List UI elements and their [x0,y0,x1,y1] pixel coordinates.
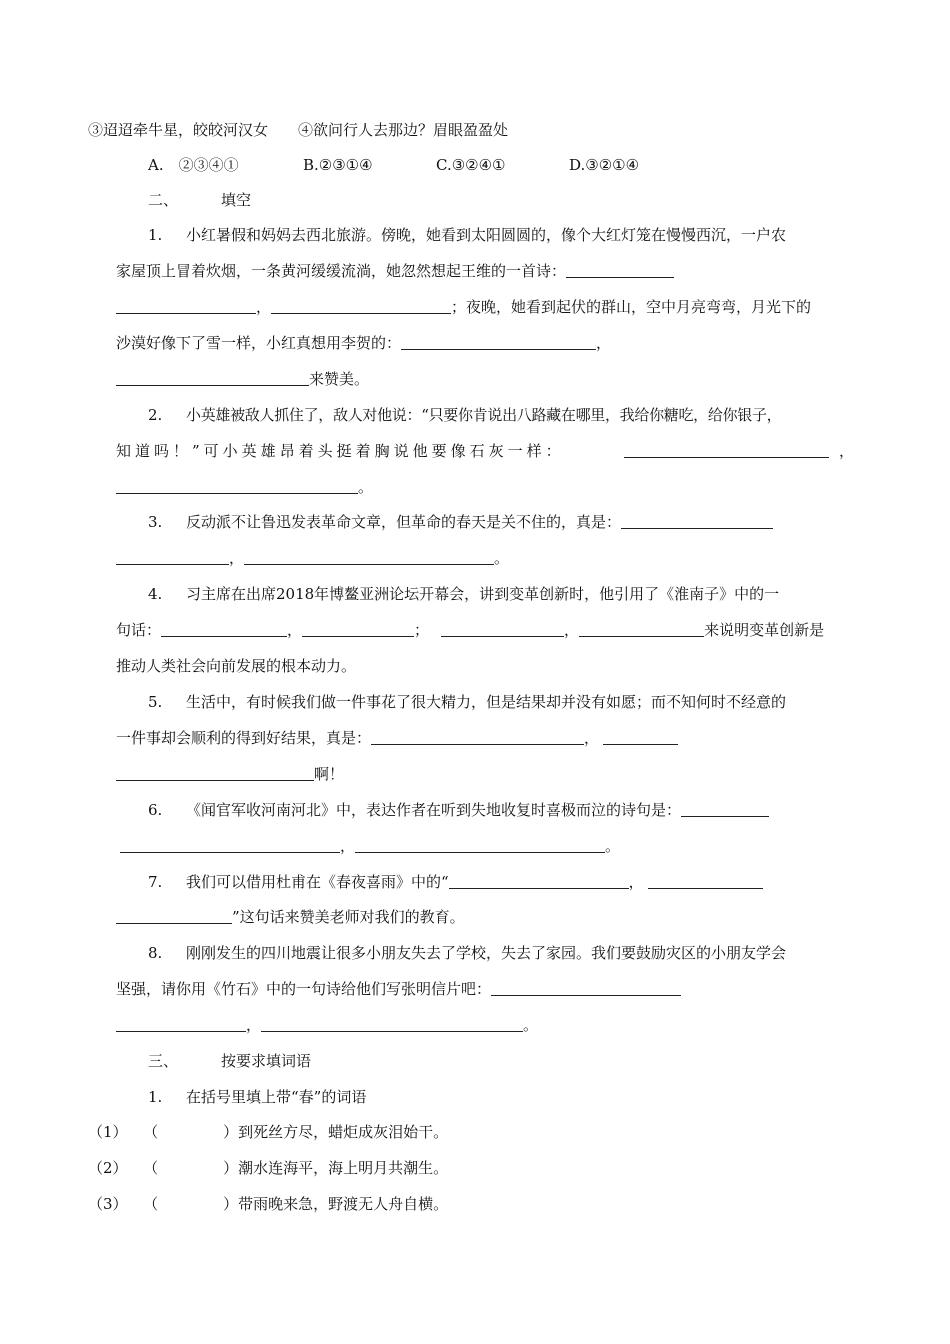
section-3-number: 三、 [148,1052,179,1070]
answer-blank[interactable] [579,621,704,637]
q3-line1: 反动派不让鲁迅发表革命文章，但革命的春天是关不住的，真是： [186,512,773,532]
answer-blank[interactable] [681,801,769,817]
q5-line1: 生活中，有时候我们做一件事花了很大精力，但是结果却并没有如愿；而不知何时不经意的 [186,693,787,711]
item-number: （3） [88,1195,128,1213]
q7-line2: ”这句话来赞美老师对我们的教育。 [116,907,465,927]
q5-line2: 一件事却会顺利的得到好结果，真是： ， [116,728,678,748]
answer-blank[interactable] [302,621,414,637]
q1-line3: ， ；夜晚，她看到起伏的群山，空中月亮弯弯，月光下的 [116,297,811,317]
answer-blank[interactable] [120,837,340,853]
answer-blank[interactable] [566,262,674,278]
option-d: D.③②①④ [569,156,640,174]
section-2-number: 二、 [148,191,179,209]
answer-blank[interactable] [116,765,314,781]
q1-line5: 来赞美。 [116,369,369,389]
q1-line1: 小红暑假和妈妈去西北旅游。傍晚，她看到太阳圆圆的，像个大红灯笼在慢慢西沉，一户农 [186,226,787,244]
answer-blank[interactable] [491,980,681,996]
poem-options-line: ③迢迢牵牛星，皎皎河汉女 ④欲问行人去那边？眉眼盈盈处 [88,121,509,139]
s3-q1-text: 在括号里填上带“春”的词语 [186,1088,367,1106]
q7-line1: 我们可以借用杜甫在《春夜喜雨》中的“ ， [186,872,763,892]
answer-blank[interactable] [603,729,678,745]
q1-line4: 沙漠好像下了雪一样，小红真想用李贺的： ， [116,334,612,352]
q2-line2: 知道吗！”可小英雄昂着头挺着胸说他要像石灰一样： ， [116,442,854,460]
section-2-title: 填空 [221,191,252,209]
q7-number: 7. [148,873,163,891]
q4-line3: 推动人类社会向前发展的根本动力。 [116,657,357,675]
answer-blank[interactable] [244,549,494,565]
q2-line1: 小英雄被敌人抓住了，敌人对他说：“只要你肯说出八路藏在哪里，我给你糖吃，给你银子， [186,406,782,424]
q3-line2: ， 。 [116,548,509,568]
answer-blank[interactable] [116,549,229,565]
q6-number: 6. [148,801,163,819]
q1-number: 1. [148,226,163,244]
q5-line3: 啊！ [116,764,344,784]
answer-blank[interactable] [449,873,629,889]
q2-line3: 。 [116,477,373,497]
s3-q1-number: 1. [148,1088,163,1106]
option-b: B.②③①④ [303,156,373,174]
item-number: （1） [88,1123,128,1141]
answer-blank[interactable] [116,1016,246,1032]
q2-number: 2. [148,406,163,424]
q6-line1: 《闻官军收河南河北》中，表达作者在听到失地收复时喜极而泣的诗句是： [186,800,769,820]
answer-blank[interactable] [116,298,256,314]
answer-blank[interactable] [401,334,596,350]
answer-blank[interactable] [355,837,605,853]
option-c: C.③②④① [436,156,506,174]
s3-item-3: （3） （ ）带雨晚来急，野渡无人舟自横。 [88,1195,449,1213]
answer-blank[interactable] [116,370,309,386]
answer-blank[interactable] [441,621,564,637]
answer-blank[interactable] [624,442,829,458]
answer-blank[interactable] [116,908,232,924]
q4-line1: 习主席在出席2018年博鳌亚洲论坛开幕会，讲到变革创新时，他引用了《淮南子》中的一 [186,585,780,603]
item-number: （2） [88,1159,128,1177]
s3-item-1: （1） （ ）到死丝方尽，蜡炬成灰泪始干。 [88,1123,449,1141]
option-a: A. ②③④① [148,156,239,174]
answer-blank[interactable] [621,513,773,529]
answer-blank[interactable] [371,729,584,745]
s3-item-2: （2） （ ）潮水连海平，海上明月共潮生。 [88,1159,449,1177]
answer-blank[interactable] [161,621,287,637]
q8-line3: ， 。 [116,1015,538,1035]
q8-line1: 刚刚发生的四川地震让很多小朋友失去了学校，失去了家园。我们要鼓励灾区的小朋友学会 [186,944,787,962]
answer-blank[interactable] [271,298,451,314]
q4-number: 4. [148,585,163,603]
section-3-title: 按要求填词语 [221,1052,312,1070]
q1-line2: 家屋顶上冒着炊烟，一条黄河缓缓流淌，她忽然想起王维的一首诗： [116,261,674,281]
answer-blank[interactable] [261,1016,523,1032]
q8-number: 8. [148,944,163,962]
q4-line2: 句话： ， ； ， 来说明变革创新是 [116,621,825,639]
q6-line2: ， 。 [120,836,620,856]
answer-blank[interactable] [648,873,763,889]
q3-number: 3. [148,513,163,531]
answer-blank[interactable] [116,478,358,494]
q8-line2: 坚强，请你用《竹石》中的一句诗给他们写张明信片吧： [116,979,681,999]
q5-number: 5. [148,693,163,711]
